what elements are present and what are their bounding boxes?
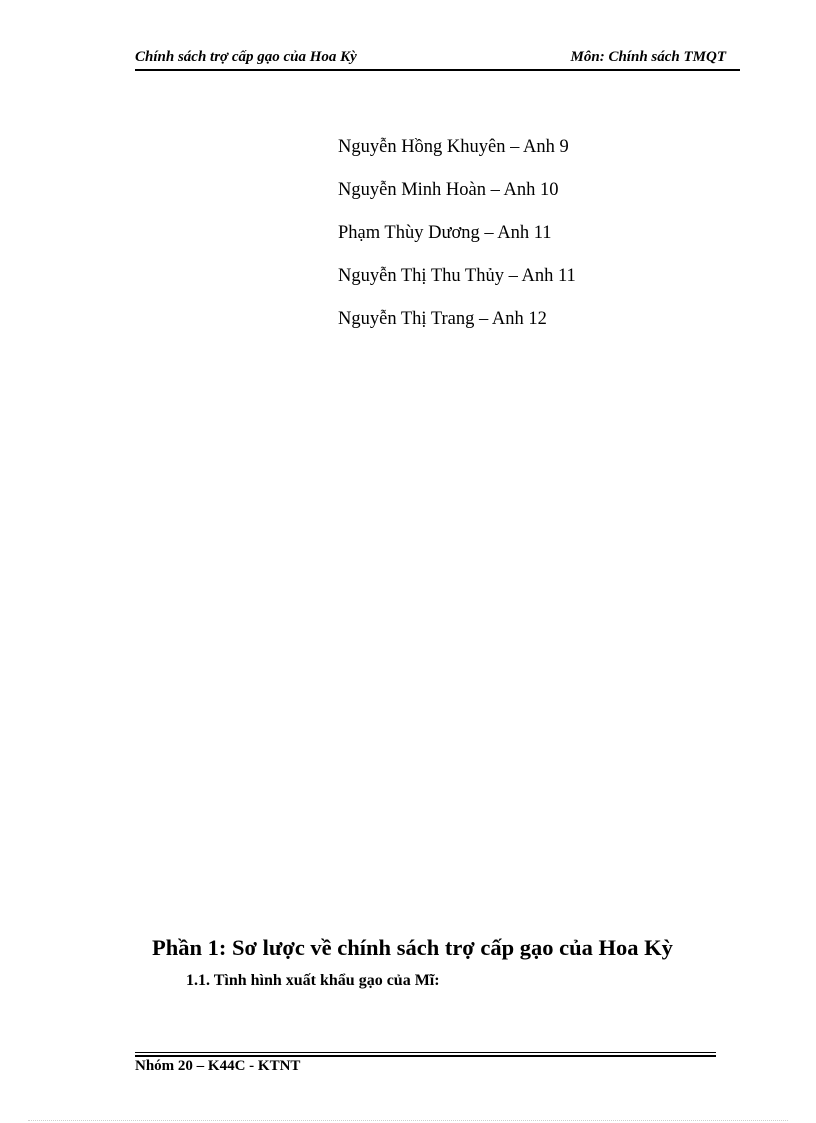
member-item: Phạm Thùy Dương – Anh 11 <box>338 223 552 243</box>
footer-divider <box>135 1052 716 1057</box>
member-item: Nguyễn Thị Trang – Anh 12 <box>338 309 547 329</box>
footer-group-label: Nhóm 20 – K44C - KTNT <box>135 1058 301 1074</box>
member-item: Nguyễn Thị Thu Thủy – Anh 11 <box>338 266 576 286</box>
header-document-title: Chính sách trợ cấp gạo của Hoa Kỳ <box>135 49 357 65</box>
member-item: Nguyễn Hồng Khuyên – Anh 9 <box>338 137 569 157</box>
member-list <box>338 135 576 350</box>
page-bottom-edge <box>28 1120 788 1121</box>
page-header <box>135 49 740 71</box>
header-course-name: Môn: Chính sách TMQT <box>570 49 726 65</box>
section-heading: Phần 1: Sơ lược về chính sách trợ cấp gạo của Hoa Kỳ <box>152 935 673 960</box>
member-item: Nguyễn Minh Hoàn – Anh 10 <box>338 180 559 200</box>
subsection-heading: 1.1. Tình hình xuất khẩu gạo của Mĩ: <box>186 972 440 989</box>
